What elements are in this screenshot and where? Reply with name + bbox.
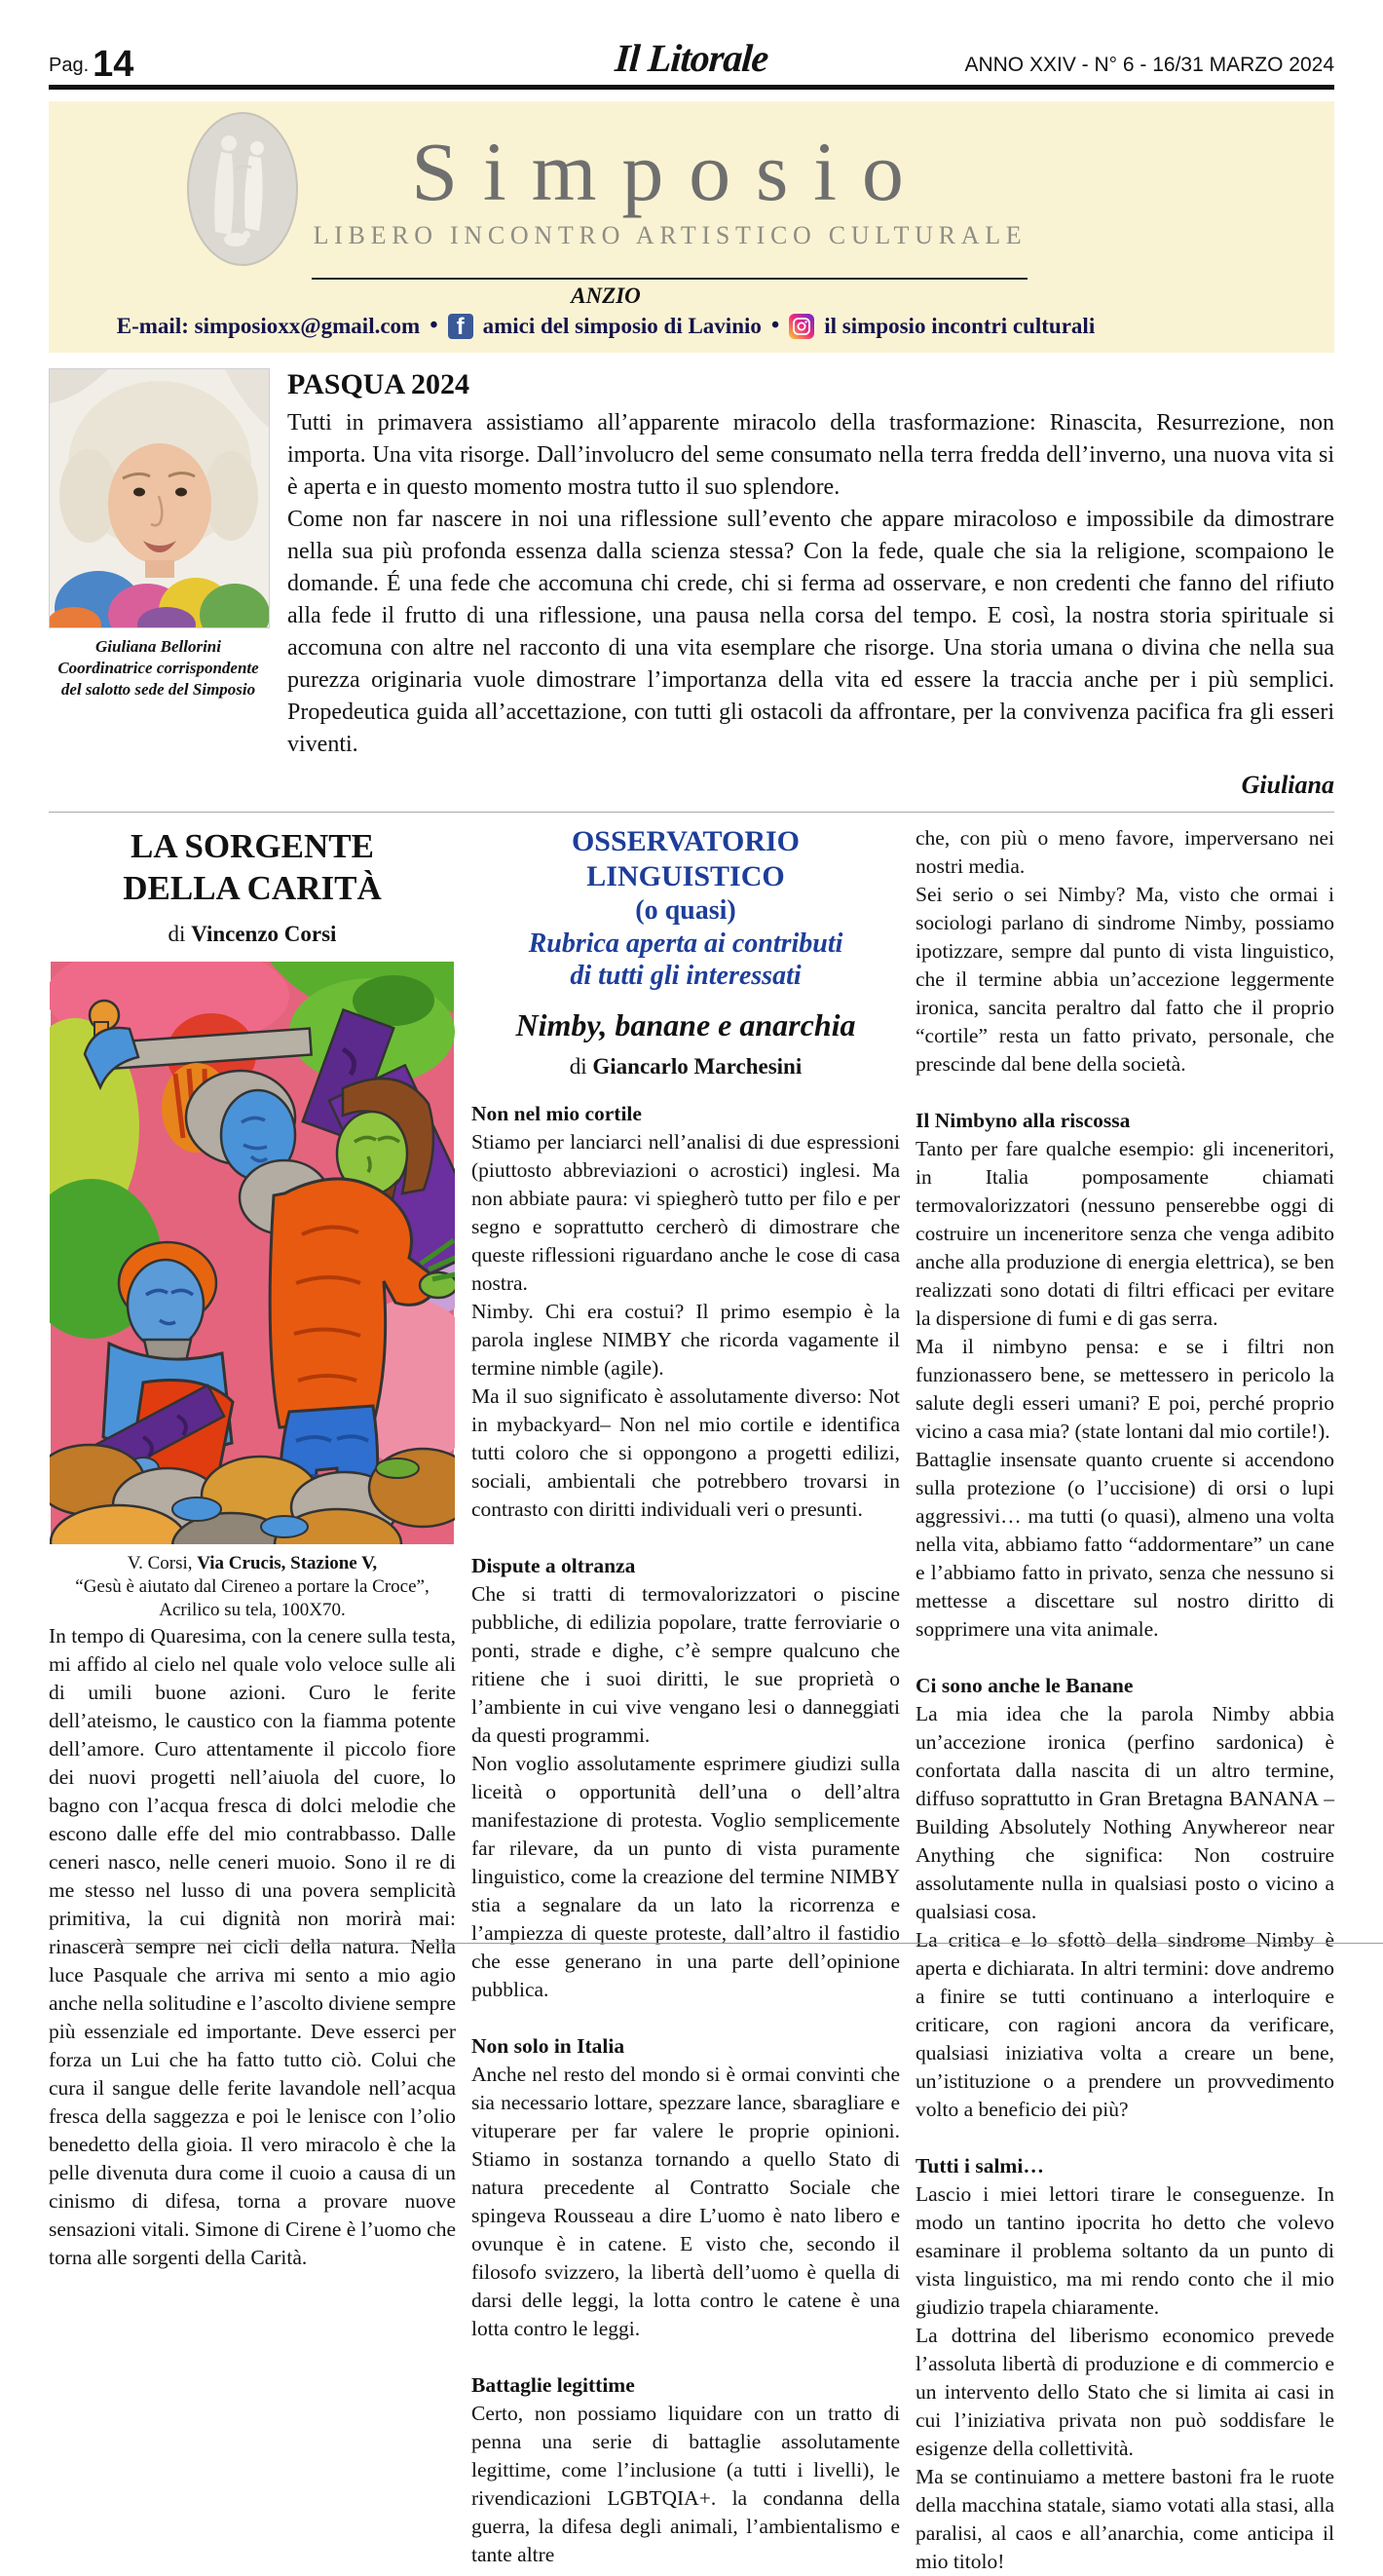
rubric-subtitle: (o quasi) [635,895,736,926]
banner-subtitle: LIBERO INCONTRO ARTISTICO CULTURALE [313,221,1028,250]
photo-caption-line: Coordinatrice corrispondente [57,659,259,678]
section-paragraph: Stiamo per lanciarci nell’analisi di due espressioni (piuttosto abbreviazioni o acrostici) inglesi. Ma non abbiate paura: vi spiegherò tutto per filo e per segno e soprattutto cercherò di dimostrare che queste riflessioni riguardano anche le cose di casa nostra. [471,1130,900,1295]
painting-caption-line: V. Corsi, Via Crucis, Stazione V, [127,1553,378,1573]
newspaper-page [49,0,1334,2576]
rubric-line3: Rubrica aperta ai contributi [528,928,843,959]
byline-author: Vincenzo Corsi [191,922,337,946]
instagram-icon [789,314,814,339]
section-paragraph: Ma il suo significato è assolutamente diverso: Not in mybackyard– Non nel mio cortile e identifica tutti coloro che si oppongono a progetti edilizi, sociali, ambientali che potrebbero trovarsi in contrasto con diritti individuali veri o presunti. [471,1384,900,1521]
section-paragraph: Sei serio o sei Nimby? Ma, visto che ormai i sociologi parlano di sindrome Nimby, possiamo ipotizzare, sempre dal punto di vista linguistico, che il termine abbia un’accezione leggermente ironica, sancita peraltro dal fatto che il proprio “cortile” resta un fatto privato, personale, che prescinde dal bene della società. [916,883,1334,1076]
page-number-block [49,43,477,85]
bottom-page-rule [97,1943,1383,1944]
banner-title: Simposio [411,124,929,218]
section-paragraph: Non voglio assolutamente esprimere giudizi sulla liceità o opportunità dell’una o dell’altra manifestazione di protesta. Voglio semplicemente far rilevare, da un punto di vista puramente linguistico, come la creazione del termine NIMBY stia a segnalare da un lato la ricorrenza e l’ampiezza di queste proteste, dall’altro il fastidio che esse generano in una parte dell’opinione pubblica. [471,1752,900,2001]
pasqua-article [49,368,1334,813]
page-label: Pag. [49,55,90,76]
middle-column [471,824,900,2576]
right-column [916,824,1334,2576]
byline-author: Giancarlo Marchesini [592,1054,803,1079]
pasqua-paragraph: Tutti in primavera assistiamo all’apparente miracolo della trasformazione: Rinascita, Resurrezione, non importa. Una vita risorge. Dall’involucro del seme consumato nella terra fredda dell’inverno, una nuova vita si è aperta e in questo momento mostra tutto il suo splendore. [287,410,1334,500]
section-heading: Dispute a oltranza [471,1554,636,1577]
section-paragraph: Ma il nimbyno pensa: e se i filtri non funzionassero bene, se mettessero in pericolo la salute degli esseri umani? E poi, perché proprio vicino a casa mia? (state lontani dal mio cortile!). [916,1335,1334,1443]
middle-byline [471,1052,900,1080]
painting-caption-line: Acrilico su tela, 100X70. [159,1600,346,1620]
issue-info: ANNO XXIV - N° 6 - 16/31 MARZO 2024 [964,54,1334,76]
section-paragraph: La critica e lo sfottò della sindrome Nimby è aperta e dichiarata. In altri termini: dove andremo a finire se tutti continuano a interloquire e criticare, con ragioni ancora da verificare, qualsiasi iniziativa volta a creare un bene, un’istituzione o a prendere un provvedimento volto a beneficio dei più? [916,1928,1334,2121]
section-heading: Battaglie legittime [471,2373,635,2397]
section-paragraph: Ma se continuiamo a mettere bastoni fra le ruote della macchina statale, siamo votati alla stasi, alla paralisi, al caos e all’anarchia, come anticipa il mio titolo! [916,2465,1334,2573]
section-heading: Ci sono anche le Banane [916,1674,1134,1697]
section-paragraph: Tanto per fare qualche esempio: gli inceneritori, in Italia pomposamente chiamati termovalorizzatori (nessuno penserebbe oggi di costruire un inceneritore senza che venga adibito anche alla produzione di energia elettrica), se ben realizzati sono dotati di filtri efficaci per evitare la dispersione di fumi e di gas serra. [916,1137,1334,1330]
section-paragraph: Lascio i miei lettori tirare le conseguenze. In modo un tantino ipocrita ho detto che volevo esaminare il problema soltanto da un punto di vista linguistico, ma mi rendo conto che il mio giudizio trapela chiaramente. [916,2182,1334,2319]
photo-caption-line: del salotto sede del Simposio [60,680,256,700]
portrait-photo [49,368,268,628]
left-article-title-line1: LA SORGENTE [131,827,374,865]
section-paragraph: che, con più o meno favore, imperversano nei nostri media. [916,826,1334,878]
masthead-title: Il Litorale [614,36,769,80]
bullet-separator: • [770,313,780,338]
page-header [49,35,1334,90]
middle-article-title: Nimby, banane e anarchia [515,1007,856,1042]
banner-city: ANZIO [571,284,641,308]
bullet-separator: • [430,313,438,338]
rubric-line4: di tutti gli interessati [570,961,802,991]
pasqua-paragraph: Come non far nascere in noi una riflessione sull’evento che appare miracoloso e impossibile da dimostrare nella sua più profonda essenza dalla scienza stessa? Con la fede, quale che sia la religione, scompaiono le domande. É una fede che accomuna chi crede, chi si ferma ad osservare, e non credenti che fanno del rifiuto alla fede il frutto di una riflessione, una pausa nella corsa del tempo. E così, la nostra storia spirituale si accomuna con altre nel racconto di una vita esemplare che risorge. Una storia umana o divina che nella sua purezza originaria vuole dimostrare l’importanza della vita ed essere la traccia anche per i più semplici. Propedeutica guida all’accettazione, con tutti gli ostacoli da affrontare, per la convivenza pacifica fra gli esseri viventi. [287,507,1334,757]
section-paragraph: La mia idea che la parola Nimby abbia un’accezione ironica (perfino sardonica) è confortata dalla nascita di un altro termine, diffuso soprattutto in Gran Bretagna BANANA – Building Absolutely Nothing Anywhereor near Anything che significa: Non costruire assolutamente nulla in qualsiasi posto o vicino a qualsiasi cosa. [916,1702,1334,1923]
pasqua-signature: Giuliana [1241,771,1334,799]
left-column [49,824,456,2576]
left-byline [49,920,456,948]
email-text: E-mail: simposioxx@gmail.com [116,313,421,338]
section-paragraph: Che si tratti di termovalorizzatori o piscine pubbliche, di edilizia popolare, tratte ferroviarie o ponti, strade e dighe, c’è sempre qualcuno che ritiene che i suoi diritti, le sue proprietà o l’ambiente in cui vive vengano lesi o danneggiati da questi programmi. [471,1582,900,1747]
painting-caption [49,1552,456,1622]
facebook-icon: f [448,314,473,339]
rubric-title: OSSERVATORIO LINGUISTICO [571,825,801,892]
section-paragraph: La dottrina del liberismo economico prevede l’assoluta libertà di produzione e di commercio e un intervento dello Stato che si limita ai casi in cui l’iniziativa privata non può soddisfare le esigenze della collettività. [916,2324,1334,2460]
painting-image [49,962,456,1544]
banner-divider [312,278,1028,280]
painting-caption-line: “Gesù è aiutato dal Cireneo a portare la Croce”, [75,1576,430,1597]
section-paragraph: Anche nel resto del mondo si è ormai convinti che sia necessario lottare, spezzare lance, sbaragliare e vituperare per far valere le proprie opinioni. Stiamo in sostanza tornando a quello Stato di natura precedente al Contratto Sociale che spingeva Rousseau a dire L’uomo è nato libero e ovunque è in catene. E visto che, secondo il filosofo svizzero, la libertà dell’uomo è quella di darsi delle leggi, la lotta contro le catene è una lotta contro le leggi. [471,2063,900,2340]
instagram-text: il simposio incontri culturali [824,313,1096,338]
simposio-medallion-icon [185,111,300,272]
facebook-text: amici del simposio di Lavinio [482,313,762,338]
section-heading: Il Nimbyno alla riscossa [916,1109,1131,1132]
photo-caption [49,636,268,701]
left-article-body: In tempo di Quaresima, con la cenere sulla testa, mi affido al cielo nel quale volo veloce sulle ali di umili buone azioni. Curo le ferite dell’ateismo, le caustico con la fiamma potente dell’amore. Curo attentamente il piccolo fiore dei nuovi progetti nell’aiuola del cuore, lo bagno con l’acqua fresca di dolci melodie che escono dalle effe del mio contrabbasso. Dalle ceneri nasco, nelle ceneri muoio. Sono il re di me stesso nel lusso di una povera semplicità primitiva, la cui dignità non morirà mai: rinascerà sempre nei cicli della natura. Nella luce Pasquale che arriva mi sento a mio agio anche nella solitudine e l’ascolto diviene sempre più essenziale ed importante. Deve esserci per forza un Lui che ha fatto tutto ciò. Colui che cura il sangue delle ferite lavandole nell’acqua fresca della saggezza e poi le lenisce con l’olio benedetto della gioia. Il vero miracolo è che la pelle divenuta dura come il cuoio a causa di un cinismo di difesa, torna a provare nuove sensazioni vitali. Simone di Cirene è l’uomo che torna alle sorgenti della Carità. [49,1624,456,2269]
contact-line [117,313,1095,339]
section-heading: Non solo in Italia [471,2034,625,2058]
section-paragraph: Nimby. Chi era costui? Il primo esempio è la parola inglese NIMBY che ricorda vagamente il termine nimble (agile). [471,1300,900,1380]
section-paragraph: Battaglie insensate quanto cruente si accendono sulla protezione (o l’uccisione) di orsi o lupi aggressivi… ma tutti (o quasi), almeno una volta nella vita, abbiamo fatto “addormentare” un cane e l’abbiamo fatto in privato, senza che nessuno si mettesse a discettare sul nostro diritto di sopprimere una vita animale. [916,1448,1334,1641]
byline-prefix: di [168,922,192,946]
pasqua-title: PASQUA 2024 [287,368,469,400]
left-article-title-line2: DELLA CARITÀ [123,869,382,907]
byline-prefix: di [569,1054,593,1079]
section-paragraph: Certo, non possiamo liquidare con un tratto di penna una serie di battaglie assolutamente legittime, come l’inclusione (a tutti i livelli), le rivendicazioni LGBTQIA+. la condanna della guerra, la difesa degli animali, l’ambientalismo e tante altre [471,2402,900,2566]
simposio-banner [49,101,1334,353]
section-heading: Tutti i salmi… [916,2154,1044,2178]
section-heading: Non nel mio cortile [471,1102,642,1125]
photo-caption-line: Giuliana Bellorini [95,637,221,656]
page-number: 14 [93,43,134,85]
